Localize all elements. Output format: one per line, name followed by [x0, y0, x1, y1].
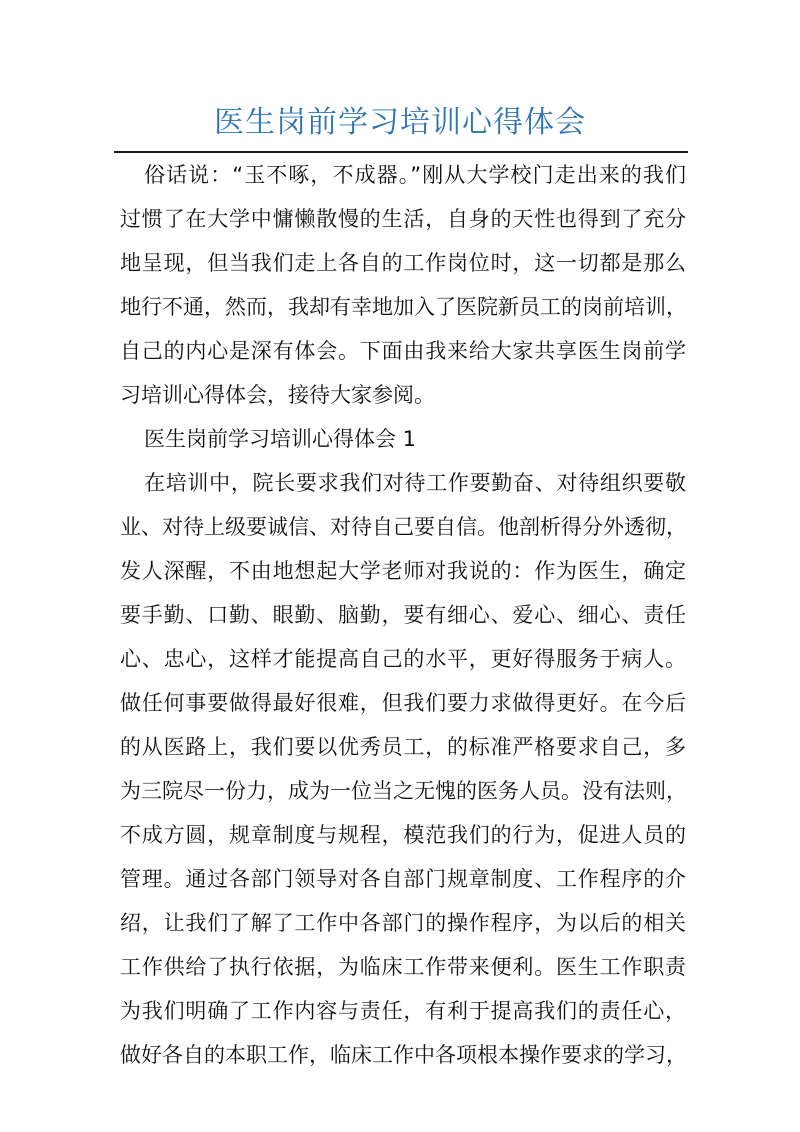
- paragraph-line: 为我们明确了工作内容与责任，有利于提高我们的责任心，: [120, 999, 686, 1023]
- paragraph-line: 过惯了在大学中慵懒散慢的生活，自身的天性也得到了充分: [120, 207, 686, 231]
- paragraph-line: 为三院尽一份力，成为一位当之无愧的医务人员。没有法则，: [120, 779, 687, 803]
- paragraph-line: 俗话说：“玉不啄，不成器。”刚从大学校门走出来的我们: [144, 163, 686, 187]
- section-heading: 医生岗前学习培训心得体会 1: [144, 427, 417, 451]
- paragraph-line: 做好各自的本职工作，临床工作中各项根本操作要求的学习，: [120, 1043, 687, 1067]
- paragraph-line: 地行不通，然而，我却有幸地加入了医院新员工的岗前培训，: [120, 295, 687, 319]
- document-body: [120, 153, 686, 1077]
- paragraph-line: 心、忠心，这样才能提高自己的水平，更好得服务于病人。: [120, 647, 686, 671]
- paragraph-line: 的从医路上，我们要以优秀员工，的标准严格要求自己，多: [120, 735, 686, 759]
- paragraph-line: 发人深醒，不由地想起大学老师对我说的：作为医生，确定: [120, 559, 686, 583]
- paragraph-line: 做任何事要做得最好很难，但我们要力求做得更好。在今后: [120, 691, 686, 715]
- paragraph-line: 习培训心得体会，接待大家参阅。: [120, 383, 435, 407]
- paragraph-line: 不成方圆，规章制度与规程，模范我们的行为，促进人员的: [120, 823, 686, 847]
- paragraph-line: 工作供给了执行依据，为临床工作带来便利。医生工作职责: [120, 955, 686, 979]
- paragraph-line: 管理。通过各部门领导对各自部门规章制度、工作程序的介: [120, 867, 686, 891]
- paragraph-line: 要手勤、口勤、眼勤、脑勤，要有细心、爱心、细心、责任: [120, 603, 686, 627]
- paragraph-line: 业、对待上级要诚信、对待自己要自信。他剖析得分外透彻，: [120, 515, 687, 539]
- paragraph-line: 自己的内心是深有体会。下面由我来给大家共享医生岗前学: [120, 339, 686, 363]
- document-title: 医生岗前学习培训心得体会: [214, 105, 586, 140]
- paragraph-line: 在培训中，院长要求我们对待工作要勤奋、对待组织要敬: [144, 471, 686, 495]
- paragraph-line: 绍，让我们了解了工作中各部门的操作程序，为以后的相关: [120, 911, 686, 935]
- paragraph-line: 地呈现，但当我们走上各自的工作岗位时，这一切都是那么: [120, 251, 686, 275]
